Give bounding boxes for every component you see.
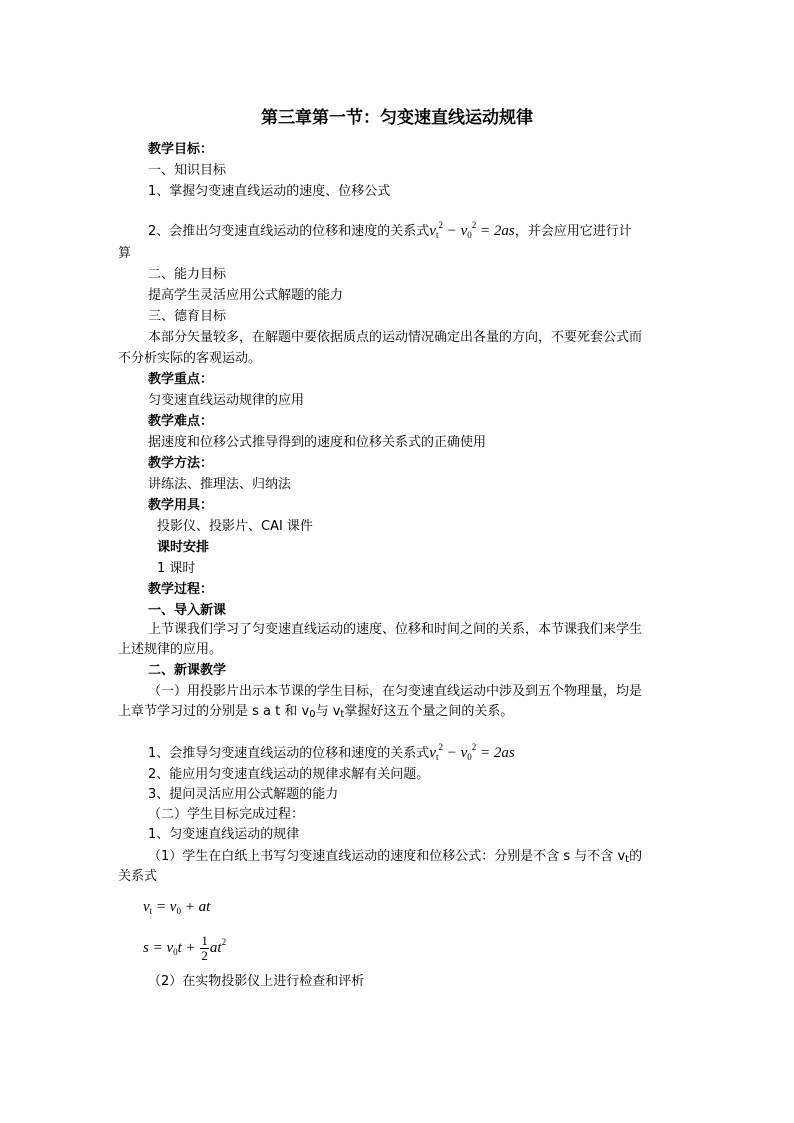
intro-line2: 上述规律的应用。: [118, 642, 223, 657]
relation-formula: $v_t^2 - v_0^2 = 2as$: [429, 220, 515, 240]
goal3-text-line1: 本部分矢量较多，在解题中要依据质点的运动情况确定出各量的方向，不要死套公式而: [148, 330, 643, 345]
goal1-item2-text: 2、会推出匀变速直线运动的位移和速度的关系式: [148, 224, 430, 239]
intro-line1: 上节课我们学习了匀变速直线运动的速度、位移和时间之间的关系，本节课我们来学生: [148, 622, 643, 637]
goal1-item2-wrap: 算: [118, 246, 132, 261]
key-heading: 教学重点：: [148, 372, 214, 387]
process-heading: 教学过程：: [148, 582, 214, 597]
sub2-heading: （二）学生目标完成过程：: [148, 807, 305, 822]
goal2-heading: 二、能力目标: [148, 267, 227, 282]
goal1-heading: 一、知识目标: [148, 163, 227, 178]
goal1-item2-tail: ，并会应用它进行计: [514, 224, 632, 239]
goals-heading: 教学目标：: [148, 142, 214, 157]
goal2-text: 提高学生灵活应用公式解题的能力: [148, 288, 344, 303]
new-heading: 二、新课教学: [148, 663, 227, 678]
difficulty-text: 据速度和位移公式推导得到的速度和位移关系式的正确使用: [148, 435, 487, 450]
key-text: 匀变速直线运动规律的应用: [148, 393, 305, 408]
method-text: 讲练法、推理法、归纳法: [148, 477, 292, 492]
intro-heading: 一、导入新课: [148, 603, 227, 618]
goal1-item1: 1、掌握匀变速直线运动的速度、位移公式: [148, 184, 391, 199]
relation-formula-2: $v_t^2 - v_0^2 = 2as$: [429, 742, 515, 762]
schedule-heading: 课时安排: [157, 540, 210, 555]
method-heading: 教学方法：: [148, 456, 214, 471]
schedule-text: 1 课时: [157, 561, 196, 576]
step1-line1: （1）学生在白纸上书写匀变速直线运动的速度和位移公式：分别是不含 s 与不含 $v_t$的: [148, 849, 643, 865]
objective-1: 1、会推导匀变速直线运动的位移和速度的关系式$v_t^2 - v_0^2 = 2as$: [148, 742, 515, 762]
objective-2: 2、能应用匀变速直线运动的规律求解有关问题。: [148, 767, 430, 782]
page-title: 第三章第一节：匀变速直线运动规律: [261, 108, 533, 128]
goal3-heading: 三、德育目标: [148, 309, 227, 324]
goal3-text-line2: 不分析实际的客观运动。: [118, 351, 262, 366]
displacement-formula: $s = v_0t$ + $\frac{1}{2}$ $at^2$: [143, 933, 227, 964]
one-half-fraction: $\frac{1}{2}$: [201, 933, 208, 964]
velocity-formula: $v_t = v_0$ + at: [143, 899, 211, 916]
new-p1-line1: （一）用投影片出示本节课的学生目标，在匀变速直线运动中涉及到五个物理量，均是: [148, 684, 643, 699]
rule-heading: 1、匀变速直线运动的规律: [148, 827, 300, 842]
difficulty-heading: 教学难点：: [148, 414, 214, 429]
step2: （2）在实物投影仪上进行检查和评析: [148, 974, 365, 989]
step1-line2: 关系式: [118, 869, 158, 884]
tools-heading: 教学用具：: [148, 498, 214, 513]
new-p1-line2: 上章节学习过的分别是 s a t 和 $v_0$与 $v_t$掌握好这五个量之间的关系。: [118, 704, 514, 720]
goal1-item2: [148, 216, 632, 244]
tools-text: 投影仪、投影片、CAI 课件: [157, 519, 313, 534]
objective-3: 3、提问灵活应用公式解题的能力: [148, 787, 339, 802]
